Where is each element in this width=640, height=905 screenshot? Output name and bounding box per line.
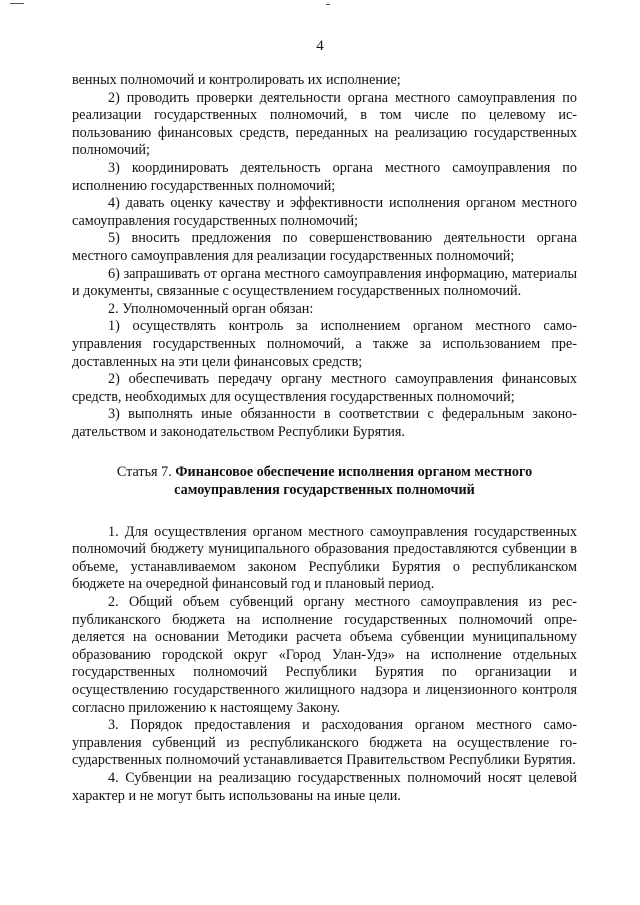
scan-top-mark [326, 4, 330, 5]
paragraph: 2) проводить проверки деятельности органа местного самоуправления по реализации государственных полномочий, в том числе по целевому использованию финансовых средств, переданных на реализацию государственных полномочий; [72, 89, 577, 159]
paragraph: венных полномочий и контролировать их исполнение; [72, 72, 401, 88]
paragraph: 2. Уполномоченный орган обязан: [108, 300, 314, 317]
paragraph: 2. Общий объем субвенций органу местного самоуправления из республиканского бюджета на исполнение государственных полномочий определяется на основании Методики расчета объема субвенции муниципальному образованию городской округ «Город Улан-Удэ» на исполнение отдельных государственных полномочий Республики Бурятия по организации и осуществлению государственного жилищного надзора и лицензионного контроля согласно приложению к настоящему Закону. [72, 594, 577, 716]
paragraph: 2) обеспечивать передачу органу местного самоуправления финансовых средств, необходимых для осуществления государственных полномочий; [72, 371, 577, 405]
article-heading [72, 464, 577, 499]
article-title: Финансовое обеспечение исполнения органом местного самоуправления государственных полномочий [174, 464, 533, 499]
paragraph: 3) выполнять иные обязанности в соответствии с федеральным законодательством и законодательством Республики Бурятия. [72, 406, 577, 440]
paragraph: 4. Субвенции на реализацию государственных полномочий носят целевой характер и не могут быть использованы на иные цели. [72, 769, 577, 804]
paragraph: 6) запрашивать от органа местного самоуправления информацию, материалы и документы, связанные с осуществлением государственных полномочий. [72, 265, 577, 300]
paragraph: 1) осуществлять контроль за исполнением органом местного самоуправления государственных полномочий, а также за использованием предоставленных на эти цели финансовых средств; [72, 318, 577, 370]
paragraph: 3) координировать деятельность органа местного самоуправления по исполнению государственных полномочий; [72, 159, 577, 194]
paragraph: 1. Для осуществления органом местного самоуправления государственных полномочий бюджету муниципального образования предоставляются субвенции в объеме, устанавливаемом законом Республики Бурятия о республиканском бюджете на очередной финансовый год и плановый период. [72, 523, 577, 593]
paragraph: 4) давать оценку качеству и эффективности исполнения органом местного самоуправления государственных полномочий; [72, 195, 577, 229]
page-number: 4 [316, 38, 324, 54]
document-body [72, 72, 577, 805]
scan-corner-mark [10, 3, 24, 4]
paragraph: 5) вносить предложения по совершенствованию деятельности органа местного самоуправления для реализации государственных полномочий; [72, 230, 577, 264]
paragraph: 3. Порядок предоставления и расходования органом местного самоуправления субвенций из республиканского бюджета на осуществление государственных полномочий устанавливается Правительством Республики Бурятия. [72, 717, 577, 769]
article-number: Статья 7. [116, 464, 172, 481]
